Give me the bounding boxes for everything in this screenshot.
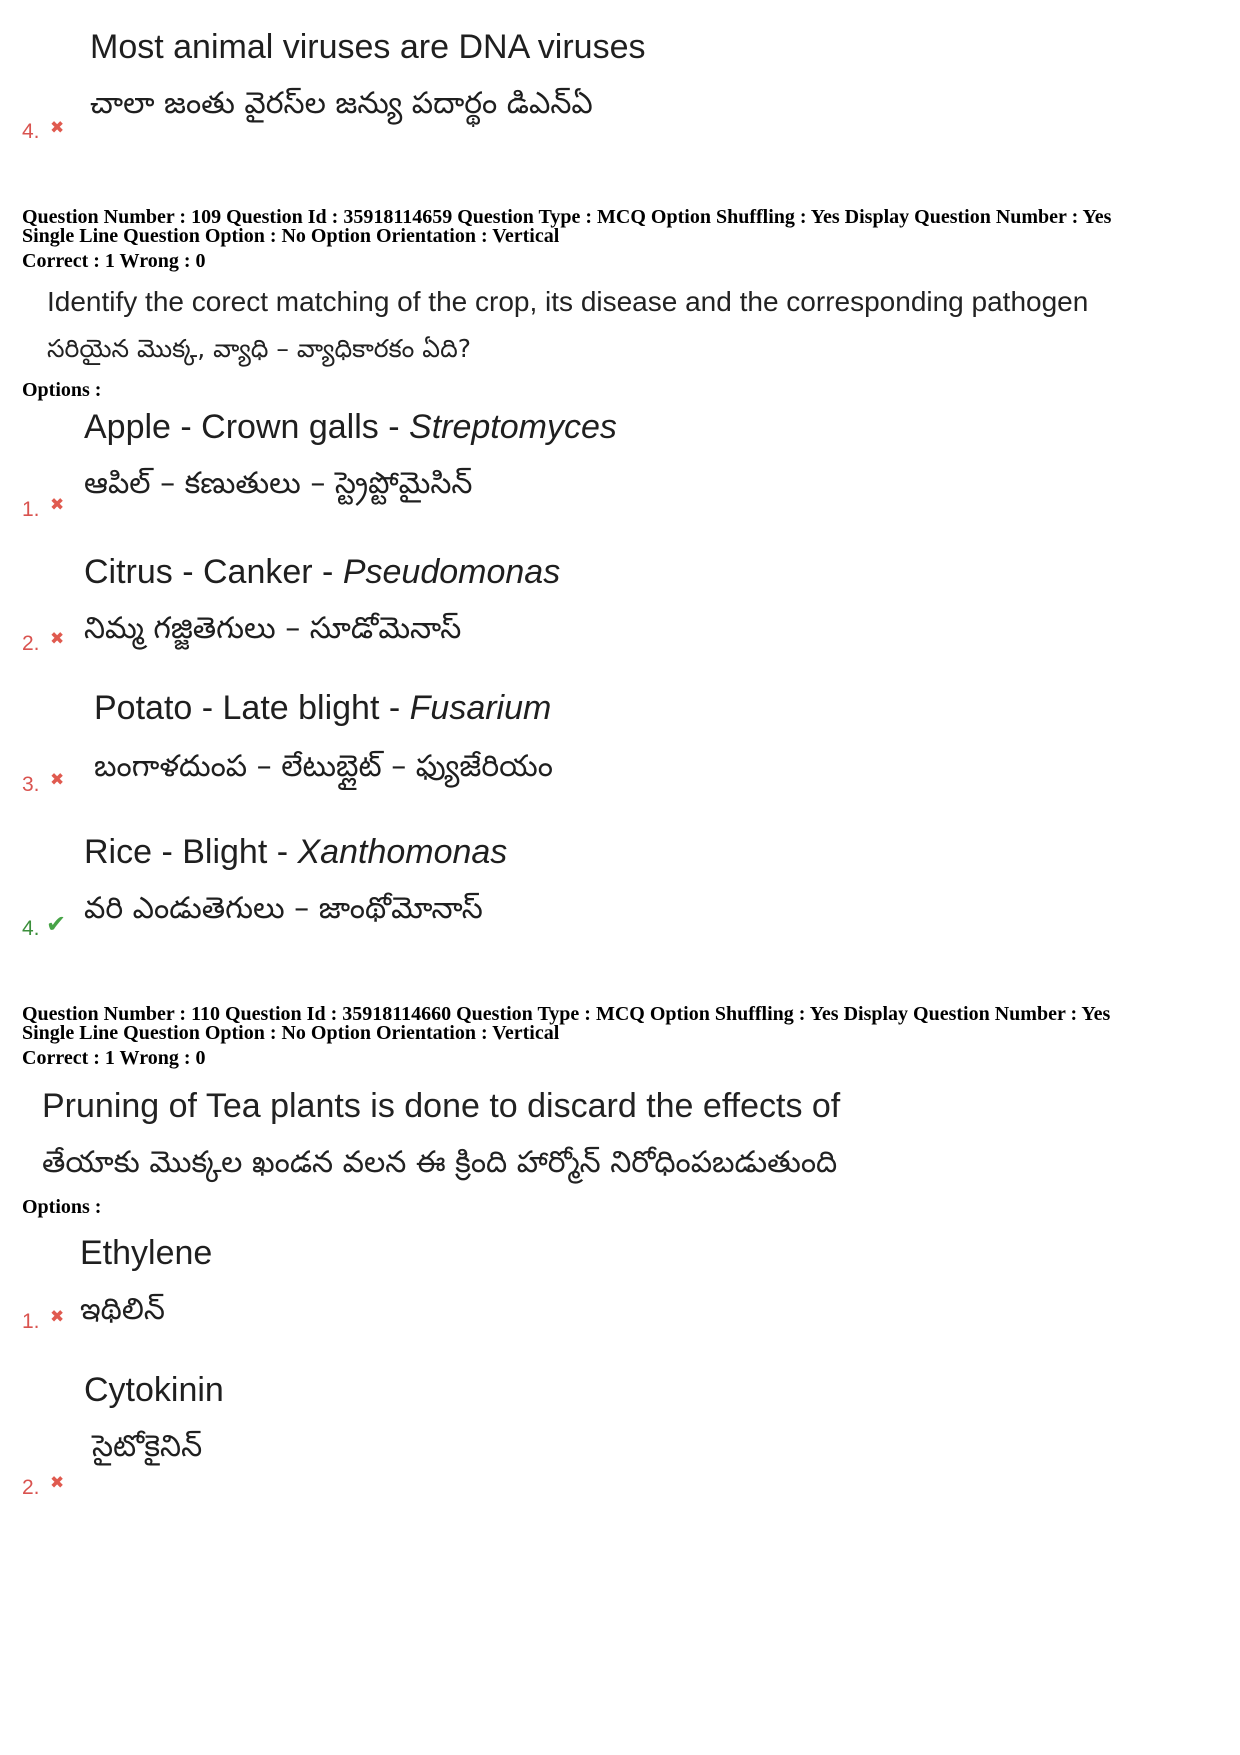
wrong-icon: ✖ xyxy=(50,770,65,790)
q109-option-4-en: Rice - Blight - Xanthomonas xyxy=(84,833,508,871)
wrong-icon: ✖ xyxy=(50,1307,65,1327)
q110-option-1-en: Ethylene xyxy=(80,1234,213,1272)
q109-option-3-number: 3. xyxy=(22,773,40,796)
q109-score: Correct : 1 Wrong : 0 xyxy=(22,250,206,272)
q110-option-1-te: ఇథిలిన్ xyxy=(80,1292,165,1327)
q109-option-2-number: 2. xyxy=(22,632,40,655)
q110-score: Correct : 1 Wrong : 0 xyxy=(22,1047,206,1069)
q110-option-1-number: 1. xyxy=(22,1310,40,1333)
q110-question-en: Pruning of Tea plants is done to discard the effects of xyxy=(42,1087,841,1125)
prev-option-4-en: Most animal viruses are DNA viruses xyxy=(90,28,646,66)
q109-option-4-number: 4. xyxy=(22,917,40,940)
q110-option-2-en: Cytokinin xyxy=(84,1371,224,1409)
q110-option-2-te: సైటోకైనిన్ xyxy=(92,1429,203,1464)
q109-question-te: సరియైన మొక్క, వ్యాధి – వ్యాధికారకం ఏది? xyxy=(47,334,472,363)
q110-options-label: Options : xyxy=(22,1196,102,1218)
q109-option-4-te: వరి ఎండుతెగులు – జాంథోమోనాస్ xyxy=(84,891,483,926)
wrong-icon: ✖ xyxy=(50,118,65,138)
q109-option-2-te: నిమ్మ గజ్జితెగులు – సూడోమెనాస్ xyxy=(84,611,462,646)
prev-option-4-number: 4. xyxy=(22,120,40,143)
q109-option-1-en: Apple - Crown galls - Streptomyces xyxy=(84,408,617,446)
q110-option-2-number: 2. xyxy=(22,1476,40,1499)
prev-option-4-te: చాలా జంతు వైరస్‌ల జన్యు పదార్థం డిఎన్ఏ xyxy=(90,86,593,121)
q109-options-label: Options : xyxy=(22,379,102,401)
q109-option-2-en: Citrus - Canker - Pseudomonas xyxy=(84,553,561,591)
q110-meta-line2: Single Line Question Option : No Option Orientation : Vertical xyxy=(22,1022,560,1044)
q109-question-en: Identify the corect matching of the crop, its disease and the corresponding pathogen xyxy=(47,286,1089,317)
q109-option-1-number: 1. xyxy=(22,498,40,521)
wrong-icon: ✖ xyxy=(50,1473,65,1493)
q109-meta-line2: Single Line Question Option : No Option Orientation : Vertical xyxy=(22,225,560,247)
q110-meta-line1: Question Number : 110 Question Id : 35918114660 Question Type : MCQ Option Shuffling : Yes Display Question Number : Yes xyxy=(22,1003,1111,1025)
q109-option-3-en: Potato - Late blight - Fusarium xyxy=(94,689,552,727)
check-icon: ✔ xyxy=(46,910,67,938)
q109-meta-line1: Question Number : 109 Question Id : 35918114659 Question Type : MCQ Option Shuffling : Yes Display Question Number : Yes xyxy=(22,206,1112,228)
q109-option-1-te: ఆపిల్ – కణుతులు – స్ట్రెప్టోమైసిన్ xyxy=(84,466,473,501)
q110-question-te: తేయాకు మొక్కల ఖండన వలన ఈ క్రింది హార్మోన్ నిరోధింపబడుతుంది xyxy=(42,1145,838,1180)
wrong-icon: ✖ xyxy=(50,495,65,515)
q109-option-3-te: బంగాళదుంప – లేటుబ్లైట్ – ఫ్యుజేరియం xyxy=(94,749,553,784)
wrong-icon: ✖ xyxy=(50,629,65,649)
